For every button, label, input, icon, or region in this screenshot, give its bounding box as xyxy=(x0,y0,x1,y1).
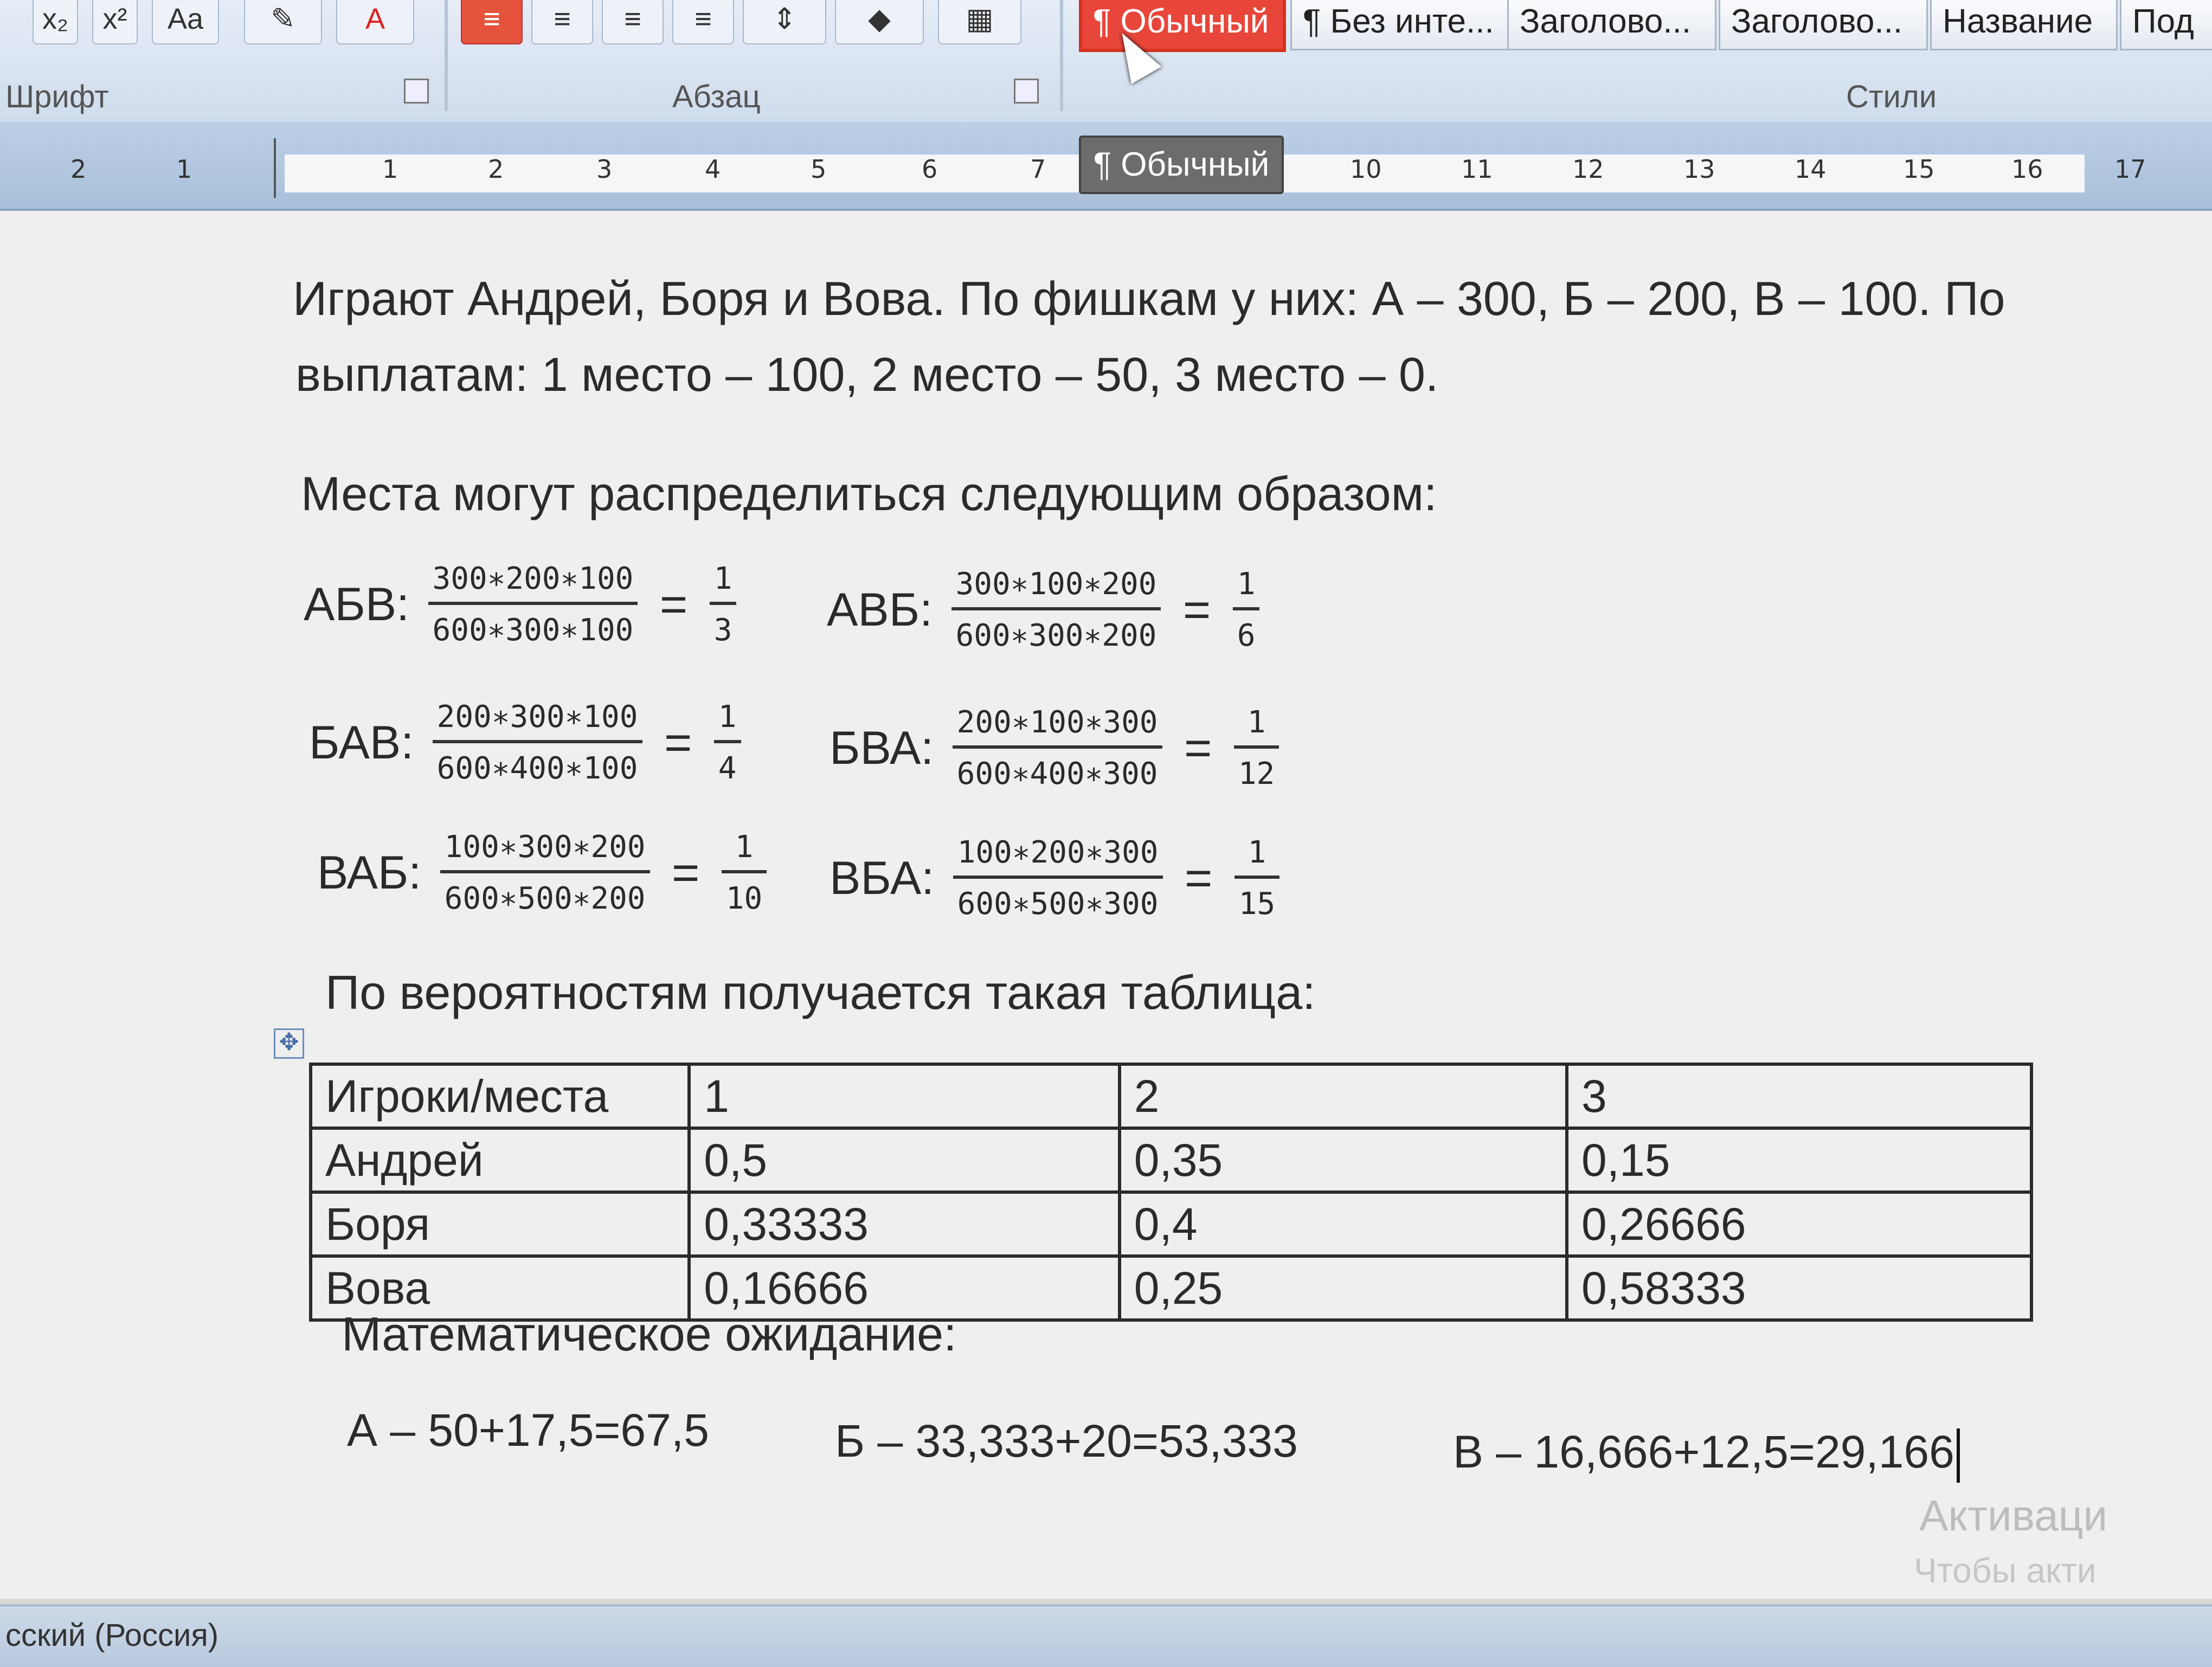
table-cell[interactable]: Вова xyxy=(311,1256,689,1320)
ruler-tick: 5 xyxy=(811,155,827,184)
table-move-handle[interactable]: ✥ xyxy=(274,1028,304,1059)
result-numerator: 1 xyxy=(710,561,737,605)
result-fraction xyxy=(1234,835,1279,922)
ruler-tick: 13 xyxy=(1683,155,1715,184)
result-fraction xyxy=(1233,567,1260,653)
table-cell[interactable]: 0,5 xyxy=(689,1128,1120,1192)
denominator: 600∗500∗200 xyxy=(444,881,646,916)
formula-label: ВБА: xyxy=(829,852,935,904)
table-header-cell[interactable]: 3 xyxy=(1567,1064,2031,1128)
table-header-row xyxy=(311,1064,2031,1128)
result-denominator: 12 xyxy=(1238,756,1275,791)
formula-label: БВА: xyxy=(829,722,934,774)
ruler-tick: 3 xyxy=(596,155,613,184)
expectation-c-text: В – 16,666+12,5=29,166 xyxy=(1453,1426,1954,1477)
ruler-tick: 12 xyxy=(1572,155,1604,184)
result-fraction xyxy=(1234,705,1279,791)
styles-group-label: Стили xyxy=(1846,79,1937,114)
numerator: 100∗300∗200 xyxy=(440,829,650,873)
denominator: 600∗300∗200 xyxy=(955,618,1157,653)
table-header-cell[interactable]: 2 xyxy=(1120,1064,1567,1128)
formula-bva xyxy=(829,705,1279,791)
denominator: 600∗400∗100 xyxy=(436,751,638,786)
paint-bucket-icon: ◆ xyxy=(868,3,891,35)
ruler-tick: 2 xyxy=(70,155,87,184)
formula-label: АВБ: xyxy=(827,583,933,636)
table-cell[interactable]: 0,25 xyxy=(1120,1256,1567,1320)
equals-sign: = xyxy=(1184,851,1213,905)
formula-vab xyxy=(317,829,767,916)
ruler-tick: 15 xyxy=(1903,155,1935,184)
table-cell[interactable]: 0,15 xyxy=(1567,1128,2031,1192)
subscript-button[interactable]: x₂ xyxy=(33,0,78,44)
numerator: 300∗100∗200 xyxy=(951,567,1161,610)
left-indent-marker[interactable] xyxy=(274,138,298,198)
result-fraction xyxy=(710,561,737,648)
line-spacing-icon: ⇕ xyxy=(772,3,797,35)
result-numerator: 1 xyxy=(1233,567,1260,610)
formula-avb xyxy=(827,567,1259,653)
formula-label: ВАБ: xyxy=(317,846,422,899)
align-left-button[interactable] xyxy=(461,0,523,44)
formula-label: АБВ: xyxy=(304,578,410,630)
result-denominator: 10 xyxy=(725,881,763,916)
fraction xyxy=(951,567,1161,653)
result-denominator: 4 xyxy=(718,751,737,786)
ruler-tick: 1 xyxy=(382,155,398,184)
intro-line-2: выплатам: 1 место – 100, 2 место – 50, 3 место – 0. xyxy=(295,347,1439,401)
ruler-tick: 16 xyxy=(2011,155,2043,184)
status-bar xyxy=(0,1605,2212,1667)
intro-line-1: Играют Андрей, Боря и Вова. По фишкам у них: А – 300, Б – 200, В – 100. По xyxy=(293,272,2005,325)
paragraph-group-label: Абзац xyxy=(672,79,761,114)
table-cell[interactable]: Андрей xyxy=(311,1128,689,1192)
ribbon xyxy=(0,0,2212,123)
font-color-button[interactable] xyxy=(336,0,414,44)
style-heading-2[interactable]: Заголово... xyxy=(1719,0,1928,50)
font-dialog-launcher[interactable] xyxy=(404,79,429,104)
ruler-tick: 7 xyxy=(1030,155,1046,184)
justify-icon: ≡ xyxy=(695,3,712,35)
style-tooltip: ¶ Обычный xyxy=(1079,136,1284,194)
formula-abv xyxy=(304,561,736,648)
expectation-heading: Математическое ожидание: xyxy=(342,1307,957,1361)
table-intro: По вероятностям получается такая таблица: xyxy=(325,966,1316,1019)
highlight-color-button[interactable] xyxy=(244,0,322,44)
result-denominator: 15 xyxy=(1238,886,1276,922)
activation-watermark-title: Активаци xyxy=(1919,1491,2108,1540)
result-denominator: 6 xyxy=(1237,618,1256,653)
expectation-b: Б – 33,333+20=53,333 xyxy=(835,1415,1298,1466)
text-cursor xyxy=(1957,1428,1960,1483)
table-cell[interactable]: 0,16666 xyxy=(689,1256,1120,1320)
table-cell[interactable]: 0,33333 xyxy=(689,1192,1120,1256)
align-left-icon: ≡ xyxy=(483,3,500,35)
justify-button[interactable] xyxy=(672,0,734,44)
ruler-tick: 14 xyxy=(1795,155,1827,184)
result-denominator: 3 xyxy=(713,613,732,648)
align-right-icon: ≡ xyxy=(624,3,641,35)
result-numerator: 1 xyxy=(722,829,767,873)
table-cell[interactable]: 0,58333 xyxy=(1567,1256,2031,1320)
denominator: 600∗400∗300 xyxy=(956,756,1158,791)
table-header-cell[interactable]: 1 xyxy=(689,1064,1120,1128)
paragraph-dialog-launcher[interactable] xyxy=(1014,79,1039,104)
align-center-icon: ≡ xyxy=(554,3,571,35)
denominator: 600∗500∗300 xyxy=(957,886,1159,922)
equals-sign: = xyxy=(664,716,692,769)
numerator: 200∗300∗100 xyxy=(433,699,642,743)
formula-label: БАВ: xyxy=(309,716,414,769)
fraction xyxy=(428,561,638,648)
group-separator xyxy=(1060,0,1063,111)
numerator: 200∗100∗300 xyxy=(953,705,1162,749)
font-group-label: Шрифт xyxy=(5,79,109,114)
fraction xyxy=(953,835,1163,922)
style-no-spacing[interactable]: ¶ Без инте... xyxy=(1290,0,1510,50)
numerator: 100∗200∗300 xyxy=(953,835,1163,879)
table-cell[interactable]: 0,4 xyxy=(1120,1192,1567,1256)
formula-bav xyxy=(309,699,741,786)
numerator: 300∗200∗100 xyxy=(428,561,638,605)
style-subtitle[interactable]: Под xyxy=(2120,0,2212,50)
style-title[interactable]: Название xyxy=(1930,0,2118,50)
formula-vba xyxy=(829,835,1279,922)
denominator: 600∗300∗100 xyxy=(432,613,634,648)
borders-icon: ▦ xyxy=(966,3,994,35)
expectation-a: А – 50+17,5=67,5 xyxy=(347,1405,709,1456)
group-separator xyxy=(445,0,448,111)
align-center-button[interactable] xyxy=(531,0,593,44)
line-spacing-button[interactable] xyxy=(743,0,826,44)
probability-table xyxy=(309,1063,2033,1322)
equals-sign: = xyxy=(1184,721,1212,775)
table-cell[interactable]: Боря xyxy=(311,1192,689,1256)
ruler-tick: 10 xyxy=(1350,155,1382,184)
table-cell[interactable]: 0,35 xyxy=(1120,1128,1567,1192)
ruler-tick: 6 xyxy=(922,155,938,184)
equals-sign: = xyxy=(1182,583,1211,636)
table-cell[interactable]: 0,26666 xyxy=(1567,1192,2031,1256)
result-numerator: 1 xyxy=(1234,705,1279,749)
equals-sign: = xyxy=(659,577,688,631)
result-fraction xyxy=(722,829,767,916)
result-numerator: 1 xyxy=(714,699,741,743)
result-numerator: 1 xyxy=(1234,835,1279,879)
change-case-button[interactable]: Aa xyxy=(152,0,219,44)
ruler-tick: 11 xyxy=(1461,155,1493,184)
fraction xyxy=(953,705,1162,791)
font-color-icon: A xyxy=(365,3,385,35)
style-heading-1[interactable]: Заголово... xyxy=(1507,0,1716,50)
table-header-cell[interactable]: Игроки/места xyxy=(311,1064,689,1128)
table-row xyxy=(311,1192,2031,1256)
superscript-button[interactable]: x² xyxy=(92,0,138,44)
fraction xyxy=(440,829,650,916)
result-fraction xyxy=(714,699,741,786)
borders-button[interactable] xyxy=(938,0,1021,44)
ruler-tick: 2 xyxy=(488,155,504,184)
places-heading: Места могут распределиться следующим образом: xyxy=(301,467,1437,520)
activation-watermark-text: Чтобы акти xyxy=(1914,1551,2097,1590)
ruler-tick: 17 xyxy=(2114,155,2146,184)
equals-sign: = xyxy=(671,846,700,899)
shading-button[interactable] xyxy=(835,0,924,44)
ruler-tick: 1 xyxy=(176,155,192,184)
fraction xyxy=(433,699,642,786)
expectation-c xyxy=(1453,1426,1960,1483)
style-normal[interactable]: ¶ Обычный xyxy=(1079,0,1286,52)
highlighter-icon: ✎ xyxy=(271,3,295,35)
language-indicator[interactable]: сский (Россия) xyxy=(5,1618,219,1653)
align-right-button[interactable] xyxy=(602,0,664,44)
table-row xyxy=(311,1128,2031,1192)
ruler-tick: 4 xyxy=(705,155,721,184)
